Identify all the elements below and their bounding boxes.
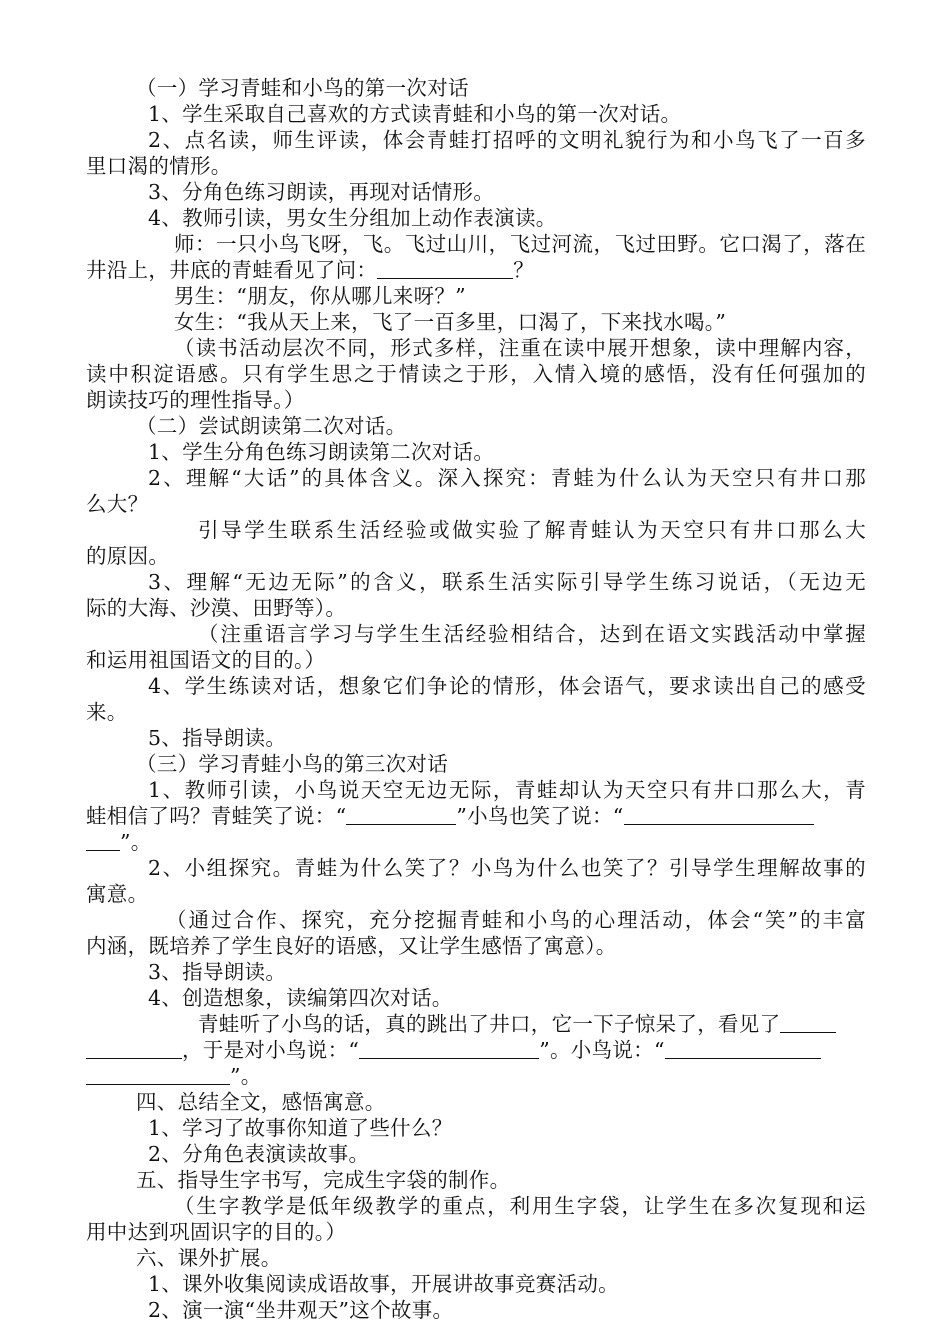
teacher-line: 师：一只小鸟飞呀，飞。飞过山川，飞过河流，飞过田野。它口渴了，落在 <box>174 232 866 256</box>
answer-blank[interactable] <box>86 830 120 851</box>
text-segment: 井沿上，井底的青蛙看见了问： <box>86 258 378 282</box>
girl-line: 女生：“我从天上来，飞了一百多里，口渴了，下来找水喝。” <box>174 310 727 334</box>
section-heading-6: 六、课外扩展。 <box>136 1246 282 1270</box>
section-heading-1: （一）学习青蛙和小鸟的第一次对话 <box>136 76 469 100</box>
section-heading-4: 四、总结全文，感悟寓意。 <box>136 1090 386 1114</box>
paragraph: 5、指导朗读。 <box>148 726 287 750</box>
paragraph: 2、演一演“坐井观天”这个故事。 <box>148 1298 454 1322</box>
answer-blank[interactable] <box>346 804 456 825</box>
answer-blank[interactable] <box>665 1038 821 1059</box>
note: （注重语言学习与学生生活经验相结合，达到在语文实践活动中掌握 <box>198 622 866 646</box>
section-heading-2: （二）尝试朗读第二次对话。 <box>136 414 407 438</box>
text-segment: ”。 <box>120 830 152 854</box>
fill-in-line <box>86 830 866 855</box>
note: 用中达到巩固识字的目的。） <box>86 1220 347 1244</box>
paragraph: 2、小组探究。青蛙为什么笑了？小鸟为什么也笑了？引导学生理解故事的 <box>148 856 866 880</box>
answer-blank[interactable] <box>377 258 513 279</box>
paragraph: 4、创造想象，读编第四次对话。 <box>148 986 453 1010</box>
paragraph: 2、点名读，师生评读，体会青蛙打招呼的文明礼貌行为和小鸟飞了一百多 <box>148 128 866 152</box>
paragraph: 来。 <box>86 700 128 724</box>
paragraph: 的原因。 <box>86 544 170 568</box>
paragraph: 2、分角色表演读故事。 <box>148 1142 370 1166</box>
paragraph: 1、教师引读，小鸟说天空无边无际，青蛙却认为天空只有井口那么大，青 <box>148 778 866 802</box>
note: 和运用祖国语文的目的。） <box>86 648 326 672</box>
paragraph: 引导学生联系生活经验或做实验了解青蛙认为天空只有井口那么大 <box>198 518 866 542</box>
fill-in-line <box>86 258 866 283</box>
answer-blank[interactable] <box>86 1038 182 1059</box>
note: 内涵，既培养了学生良好的语感，又让学生感悟了寓意）。 <box>86 934 617 958</box>
paragraph: 3、分角色练习朗读，再现对话情形。 <box>148 180 495 204</box>
paragraph: 3、理解“无边无际”的含义，联系生活实际引导学生练习说话，（无边无 <box>148 570 866 594</box>
fill-in-line <box>86 1038 866 1063</box>
paragraph: 4、教师引读，男女生分组加上动作表演读。 <box>148 206 557 230</box>
text-segment: ，于是对小鸟说：“ <box>182 1038 360 1062</box>
answer-blank[interactable] <box>624 804 814 825</box>
fill-in-line <box>198 1012 866 1037</box>
paragraph: 么大？ <box>86 492 149 516</box>
paragraph: 际的大海、沙漠、田野等）。 <box>86 596 347 620</box>
note: 朗读技巧的理性指导。） <box>86 388 305 412</box>
section-heading-5: 五、指导生字书写，完成生字袋的制作。 <box>136 1168 511 1192</box>
text-segment: ”。小鸟说：“ <box>539 1038 665 1062</box>
paragraph: 4、学生练读对话，想象它们争论的情形，体会语气，要求读出自己的感受 <box>148 674 866 698</box>
text-segment: ”小鸟也笑了说：“ <box>456 804 624 828</box>
text-segment: 青蛙听了小鸟的话，真的跳出了井口，它一下子惊呆了，看见了 <box>198 1012 781 1036</box>
text-segment: 蛙相信了吗？青蛙笑了说：“ <box>86 804 347 828</box>
text-segment: ？ <box>513 258 535 282</box>
answer-blank[interactable] <box>86 1064 230 1085</box>
note: （通过合作、探究，充分挖掘青蛙和小鸟的心理活动，体会“笑”的丰富 <box>166 908 866 932</box>
paragraph: 1、学生采取自己喜欢的方式读青蛙和小鸟的第一次对话。 <box>148 102 682 126</box>
boy-line: 男生：“朋友，你从哪儿来呀？” <box>174 284 466 308</box>
answer-blank[interactable] <box>359 1038 539 1059</box>
paragraph: 寓意。 <box>86 882 149 906</box>
fill-in-line <box>86 1064 866 1089</box>
paragraph: 1、课外收集阅读成语故事，开展讲故事竞赛活动。 <box>148 1272 619 1296</box>
paragraph: 里口渴的情形。 <box>86 154 232 178</box>
note: （读书活动层次不同，形式多样，注重在读中展开想象，读中理解内容， <box>174 336 866 360</box>
answer-blank[interactable] <box>780 1012 836 1033</box>
paragraph: 2、理解“大话”的具体含义。深入探究：青蛙为什么认为天空只有井口那 <box>148 466 866 490</box>
text-segment: ”。 <box>230 1064 262 1088</box>
fill-in-line <box>86 804 866 829</box>
note: 读中积淀语感。只有学生思之于情读之于形，入情入境的感悟，没有任何强加的 <box>86 362 866 386</box>
paragraph: 1、学生分角色练习朗读第二次对话。 <box>148 440 495 464</box>
note: （生字教学是低年级教学的重点，利用生字袋，让学生在多次复现和运 <box>174 1194 866 1218</box>
paragraph: 1、学习了故事你知道了些什么？ <box>148 1116 453 1140</box>
paragraph: 3、指导朗读。 <box>148 960 287 984</box>
section-heading-3: （三）学习青蛙小鸟的第三次对话 <box>136 752 448 776</box>
